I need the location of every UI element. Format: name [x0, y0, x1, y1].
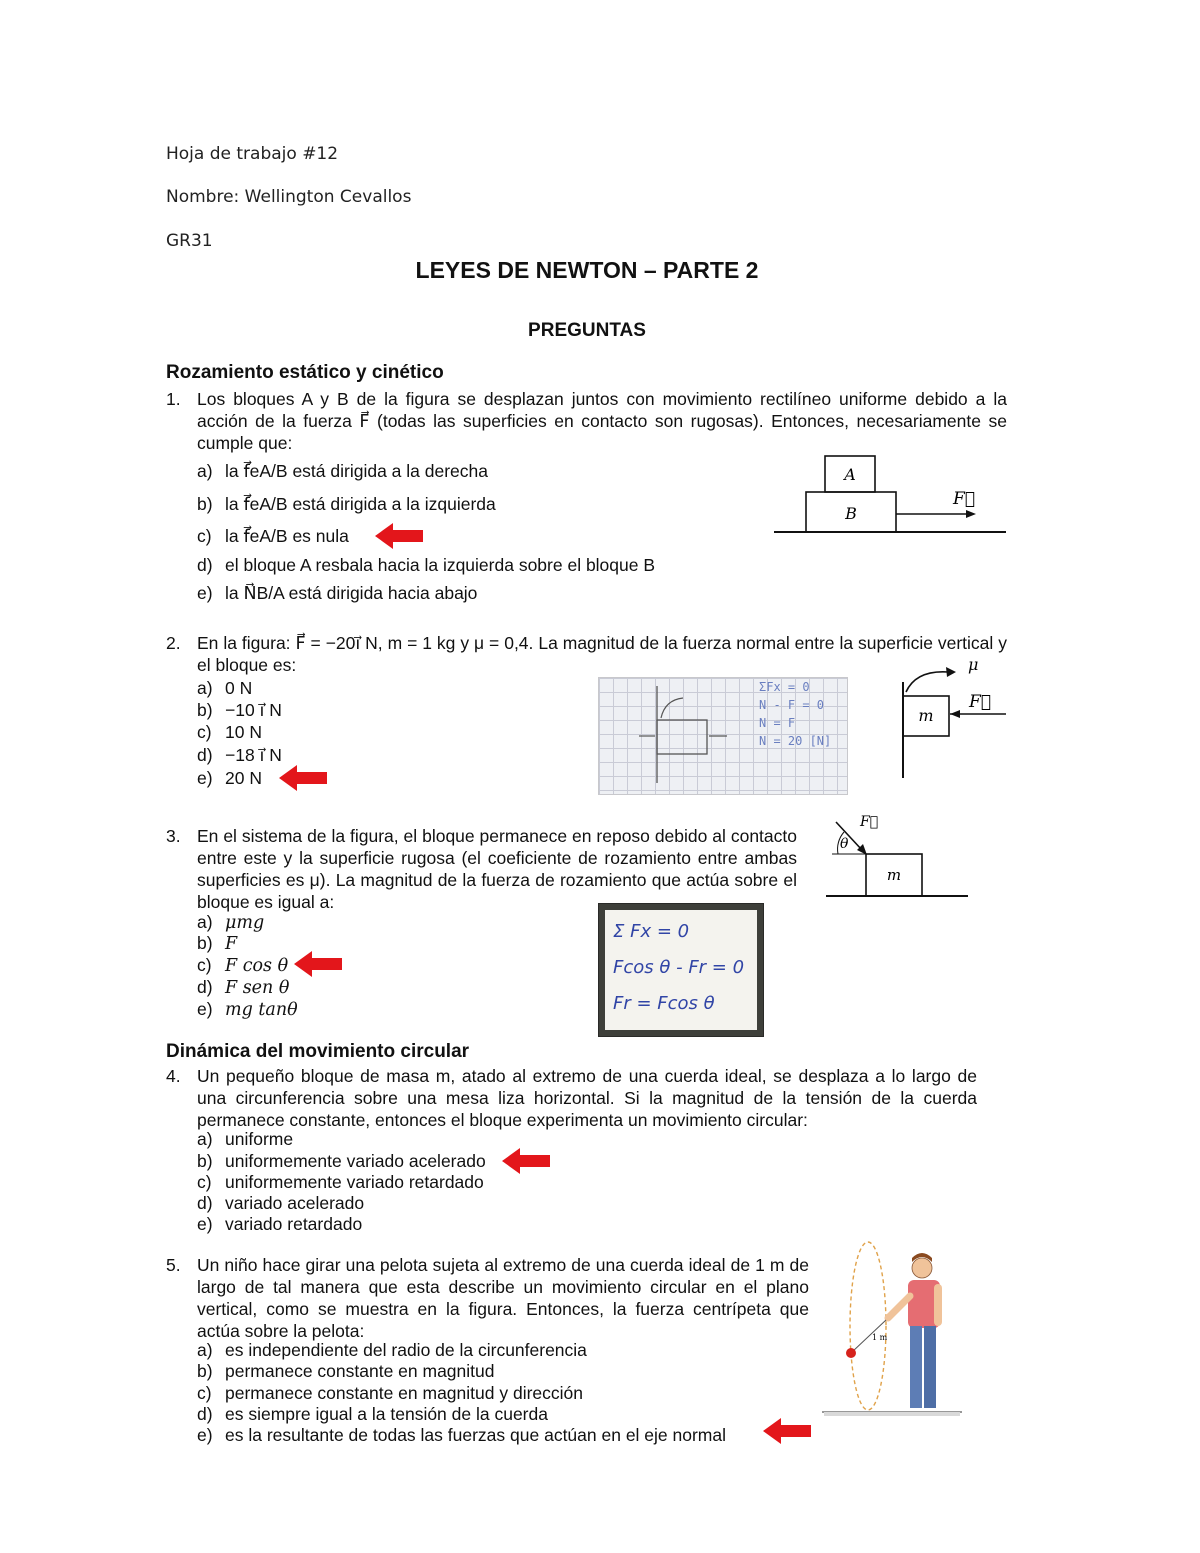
section-circular-dynamics: Dinámica del movimiento circular [166, 1041, 470, 1062]
option-e: e) mg tanθ [197, 999, 298, 1020]
note-line: N = 20 [N] [759, 734, 832, 748]
option-d: d) variado acelerado [197, 1193, 365, 1213]
block-label: m [886, 866, 902, 884]
answer-arrow-icon [502, 1148, 550, 1174]
question-text: Un niño hace girar una pelota sujeta al extremo de una cuerda ideal de 1 m de largo de tal manera que esta describe un movimiento circular en el plano vertical, como se muestra en la figura. Entonces, la fuerza centrípeta que actúa sobre la pelota: [197, 1255, 809, 1341]
note-line: N - F = 0 [759, 698, 825, 712]
option-e: e) es la resultante de todas las fuerzas que actúan en el eje normal [197, 1425, 727, 1445]
option-a: a) la f⃗eA/B está dirigida a la derecha [197, 461, 488, 481]
question-number: 5. [166, 1255, 181, 1275]
group-label: GR31 [166, 231, 213, 251]
option-d: d) es siempre igual a la tensión de la cuerda [197, 1404, 548, 1424]
angle-label: θ [840, 836, 849, 852]
question-text: Un pequeño bloque de masa m, atado al extremo de una cuerda ideal, se desplaza a lo largo de una circunferencia sobre una mesa liza horizontal. Si la magnitud de la tensión de la cuerda permanece constante, entonces el bloque experimenta un movimiento circular: [197, 1066, 977, 1130]
option-b: b) F [197, 933, 238, 954]
option-c: c) uniformemente variado retardado [197, 1172, 484, 1192]
note-line: Fcos θ - Fr = 0 [613, 957, 745, 978]
question-text: Los bloques A y B de la figura se desplazan juntos con movimiento rectilíneo uniforme debido a la acción de la fuerza F⃗ (todas las superficies en contacto son rugosas). Entonces, necesariamente se cumple que: [197, 389, 1007, 453]
option-c: c) 10 N [197, 722, 262, 742]
page-subtitle: PREGUNTAS [528, 320, 646, 341]
figure-stacked-blocks [772, 452, 1008, 540]
option-c: c) la f⃗eA/B es nula [197, 526, 349, 546]
figure-child-spinning-ball [822, 1232, 964, 1418]
force-label: F⃗ [969, 692, 991, 712]
answer-arrow-icon [375, 523, 423, 549]
note-line: Fr = Fcos θ [613, 993, 715, 1014]
option-b: b) −10 i⃗ N [197, 700, 282, 720]
option-d: d) −18 i⃗ N [197, 745, 282, 765]
answer-arrow-icon [279, 765, 327, 791]
question-number: 4. [166, 1066, 181, 1086]
option-e: e) 20 N [197, 768, 262, 788]
option-e: e) variado retardado [197, 1214, 363, 1234]
question-number: 1. [166, 389, 181, 409]
option-a: a) uniforme [197, 1129, 294, 1149]
figure-block-angled-force [822, 808, 972, 900]
option-e: e) la N⃗B/A está dirigida hacia abajo [197, 583, 478, 603]
note-line: N = F [759, 716, 796, 730]
option-d: d) el bloque A resbala hacia la izquierda sobre el bloque B [197, 555, 656, 575]
answer-arrow-icon [294, 951, 342, 977]
question-text: En la figura: F⃗ = −20i⃗ N, m = 1 kg y μ = 0,4. La magnitud de la fuerza normal entre la superficie vertical y el bloque es: [197, 633, 1007, 675]
option-b: b) uniformemente variado acelerado [197, 1151, 486, 1171]
section-static-kinetic-friction: Rozamiento estático y cinético [166, 362, 444, 383]
mu-label: μ [968, 655, 979, 674]
option-b: b) permanece constante en magnitud [197, 1361, 495, 1381]
option-a: a) μmg [197, 912, 265, 933]
page-title: LEYES DE NEWTON – PARTE 2 [415, 257, 759, 283]
answer-arrow-icon [763, 1418, 811, 1444]
question-number: 3. [166, 826, 181, 846]
rope-length-label: 1 m [872, 1333, 888, 1342]
handwritten-notes-photo [598, 903, 764, 1037]
force-label: F⃗ [860, 814, 879, 830]
option-d: d) F sen θ [197, 977, 290, 998]
force-label: F⃗ [953, 489, 975, 509]
option-b: b) la f⃗eA/B está dirigida a la izquierda [197, 494, 496, 514]
question-text: En el sistema de la figura, el bloque permanece en reposo debido al contacto entre este y la superficie rugosa (el coeficiente de rozamiento entre ambas superficies es μ). La magnitud de la fuerza de rozamiento que actúa sobre el bloque es igual a: [197, 826, 797, 912]
block-b-label: B [845, 504, 857, 523]
handwritten-notes-photo [598, 677, 848, 795]
worksheet-label: Hoja de trabajo #12 [166, 144, 339, 164]
note-line: Σ Fx = 0 [613, 921, 690, 942]
option-a: a) es independiente del radio de la circunferencia [197, 1340, 587, 1360]
question-number: 2. [166, 633, 181, 653]
figure-block-on-wall [896, 652, 1010, 780]
note-line: ΣFx = 0 [759, 680, 810, 694]
student-name: Nombre: Wellington Cevallos [166, 187, 412, 207]
option-c: c) permanece constante en magnitud y dirección [197, 1383, 583, 1403]
block-a-label: A [844, 465, 856, 484]
option-c: c) F cos θ [197, 955, 289, 976]
option-a: a) 0 N [197, 678, 253, 698]
block-label: m [918, 706, 934, 725]
